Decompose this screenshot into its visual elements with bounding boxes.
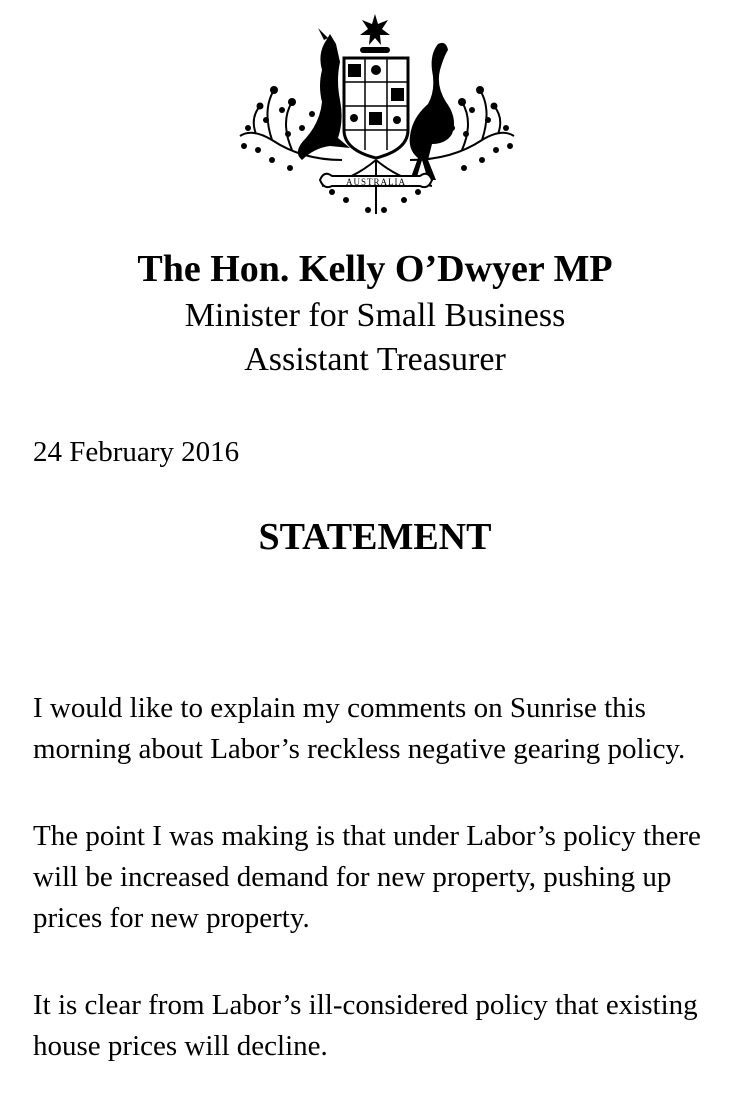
minister-header	[0, 244, 750, 382]
minister-role-assistant-treasurer: Assistant Treasurer	[244, 341, 506, 378]
statement-date: 24 February 2016	[33, 436, 240, 468]
paragraph-1: I would like to explain my comments on Sunrise this morning about Labor’s reckless negative gearing policy.	[33, 692, 686, 765]
minister-role-small-business: Minister for Small Business	[184, 297, 566, 334]
kangaroo	[298, 34, 350, 160]
paragraph-2: The point I was making is that under Labor’s policy there will be increased demand for new property, pushing up prices for new property.	[33, 820, 701, 934]
minister-name: The Hon. Kelly O’Dwyer MP	[137, 248, 613, 290]
statement-body	[33, 688, 733, 1113]
scroll-text: AUSTRALIA	[346, 177, 406, 187]
paragraph-3: It is clear from Labor’s ill-considered policy that existing house prices will decline.	[33, 989, 698, 1062]
statement-heading: STATEMENT	[258, 516, 492, 558]
australian-coat-of-arms-icon	[232, 10, 522, 222]
commonwealth-star	[360, 14, 390, 45]
